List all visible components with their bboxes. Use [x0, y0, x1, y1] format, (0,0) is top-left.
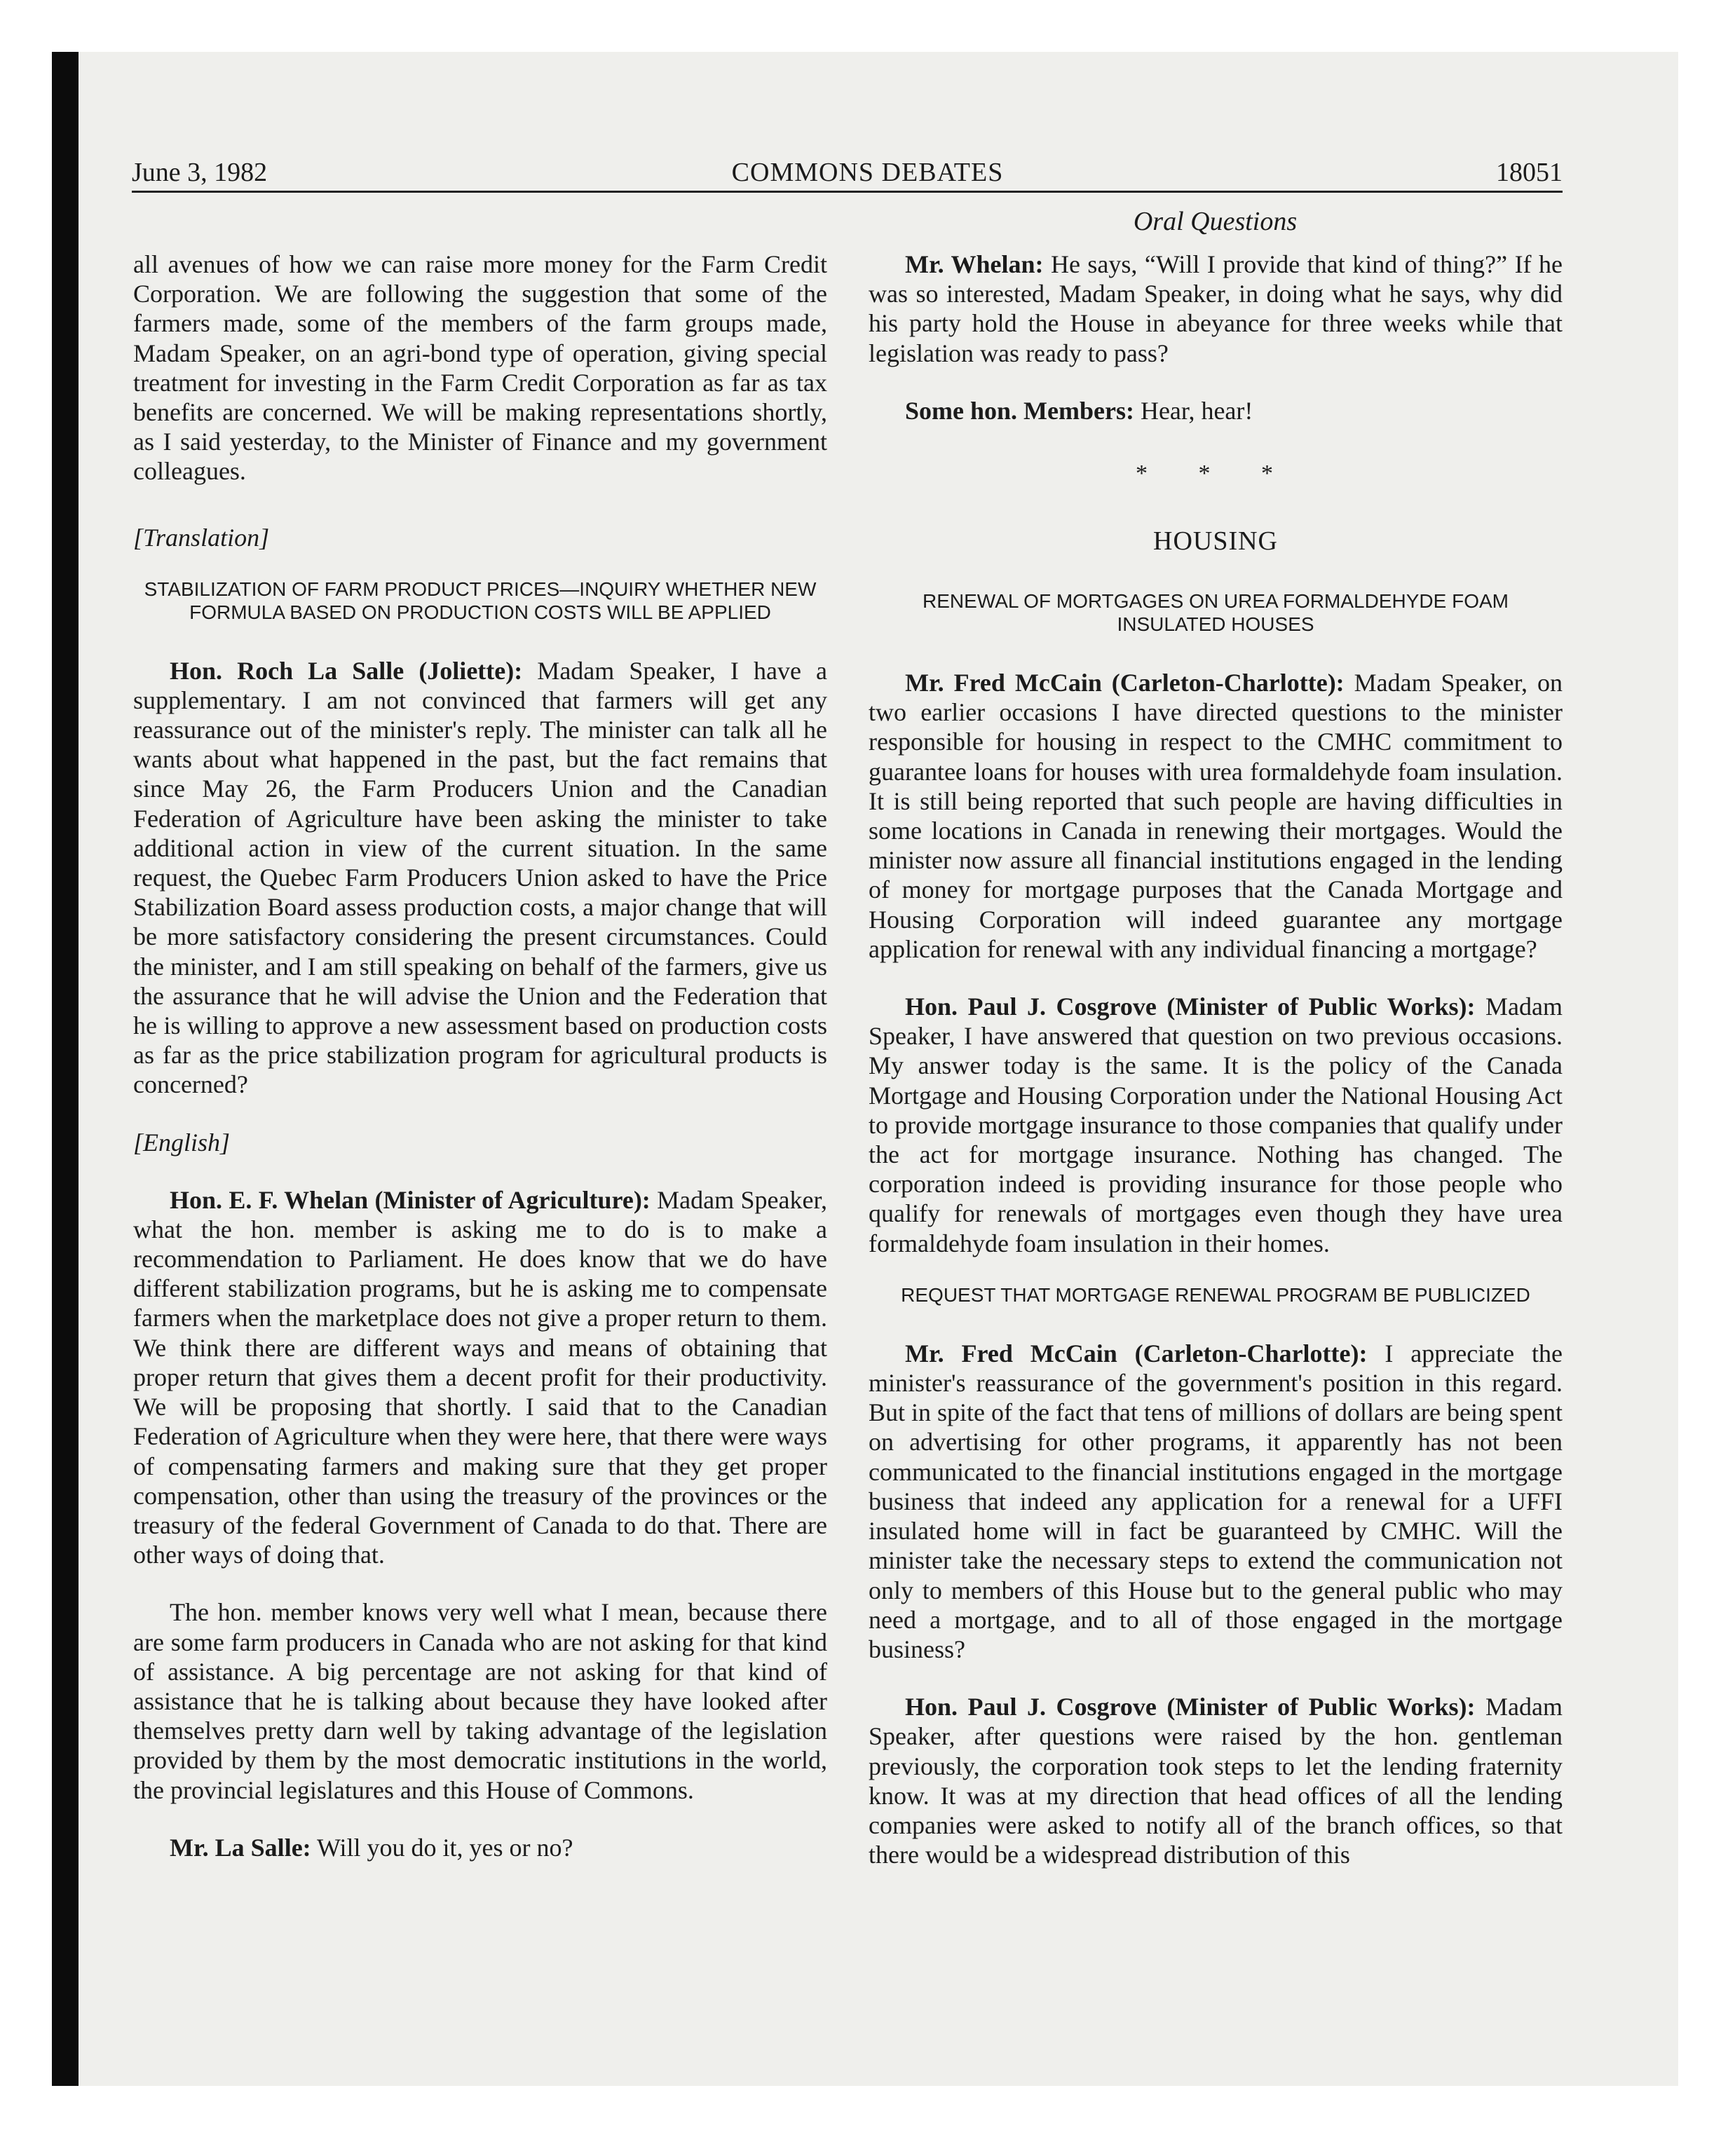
speaker-name: Hon. Paul J. Cosgrove (Minister of Public Works):	[905, 992, 1476, 1021]
speaker-name: Mr. La Salle:	[170, 1833, 311, 1862]
language-marker: [English]	[133, 1128, 231, 1157]
speech-text: Will you do it, yes or no?	[311, 1833, 573, 1862]
header-publication: COMMONS DEBATES	[731, 158, 1004, 187]
header-rule	[132, 191, 1563, 193]
paragraph	[133, 656, 827, 1100]
language-marker: [Translation]	[133, 523, 270, 552]
speech-text: Madam Speaker, what the hon. member is asking me to do is to make a recommendation to Parliament. He does know that we do have different stabilization programs, but he is asking me to compensate farmers when the marketplace does not give a proper return to them. We think there are different ways and means of obtaining that proper return that gives them a decent profit for their productivity. We will be proposing that shortly. I said that to the Canadian Federation of Agriculture when they were here, that there were ways of compensating farmers and making sure that they get proper compensation, other than using the treasury of the provinces or the treasury of the federal Government of Canada to do that. There are other ways of doing that.	[133, 1185, 827, 1569]
subheading: REQUEST THAT MORTGAGE RENEWAL PROGRAM BE PUBLICIZED	[901, 1283, 1530, 1306]
speaker-name: Mr. Whelan:	[905, 250, 1044, 278]
paragraph	[869, 668, 1563, 964]
speech-text: Madam Speaker, I have a supplementary. I am not convinced that farmers will get any reassurance out of the minister's reply. The minister can talk all he wants about what happened in the past, but the fact remains that since May 26, the Farm Producers Union and the Canadian Federation of Agriculture have been asking the minister to take additional action in view of the current situation. In the same request, the Quebec Farm Producers Union asked to have the Price Stabilization Board assess production costs, a major change that will be more satisfactory considering the present circumstances. Could the minister, and I am still speaking on behalf of the farmers, give us the assurance that he will advise the Union and the Federation that he is willing to approve a new assessment based on production costs as far as the price stabilization program for agricultural products is concerned?	[133, 656, 827, 1099]
speech-text: He says, “Will I provide that kind of thing?” If he was so interested, Madam Speaker, in doing what he says, why did his party hold the House in abeyance for three weeks while that legislation was ready to pass?	[869, 250, 1563, 367]
speech-text: Hear, hear!	[1134, 396, 1253, 425]
speaker-name: Hon. Roch La Salle (Joliette):	[170, 656, 523, 685]
paragraph	[869, 250, 1563, 368]
header-date: June 3, 1982	[132, 158, 268, 187]
speaker-name: Hon. E. F. Whelan (Minister of Agriculture):	[170, 1185, 651, 1214]
header-page-number: 18051	[1496, 158, 1563, 187]
right-column	[869, 250, 1563, 1869]
paragraph: all avenues of how we can raise more money for the Farm Credit Corporation. We are following the suggestion that some of the farmers made, some of the members of the farm groups made, Madam Speaker, on an agri-bond type of operation, giving special treatment for investing in the Farm Credit Corporation as far as tax benefits are concerned. We will be making representations shortly, as I said yesterday, to the Minister of Finance and my government colleagues.	[133, 250, 827, 486]
paragraph	[869, 1339, 1563, 1664]
speech-text: Madam Speaker, after questions were raised by the hon. gentleman previously, the corporation took steps to let the lending fraternity know. It was at my direction that head offices of all the lending companies were asked to notify all of the branch offices, so that there would be a widespread distribution of this	[869, 1693, 1563, 1869]
paragraph	[133, 1185, 827, 1570]
left-column	[133, 250, 827, 1862]
running-head: Oral Questions	[1133, 207, 1298, 236]
speaker-name: Some hon. Members:	[905, 396, 1134, 425]
scan-edge-shadow	[52, 52, 79, 2086]
paragraph	[869, 992, 1563, 1258]
subheading: RENEWAL OF MORTGAGES ON UREA FORMALDEHYDE FOAM INSULATED HOUSES	[923, 590, 1509, 636]
paragraph	[133, 1833, 827, 1862]
speech-text: I appreciate the minister's reassurance of the government's position in this regard. But in spite of the fact that tens of millions of dollars are being spent on advertising for other programs, it apparently has not been communicated to the financial institutions engaged in the mortgage business that indeed any application for a renewal for a UFFI insulated home will in fact be guaranteed by CMHC. Will the minister take the necessary steps to extend the communication not only to members of this House but to the general public who may need a mortgage, and to all of those engaged in the mortgage business?	[869, 1339, 1563, 1663]
speaker-name: Hon. Paul J. Cosgrove (Minister of Public Works):	[905, 1693, 1476, 1721]
speech-text: Madam Speaker, on two earlier occasions I have directed questions to the minister responsible for housing in respect to the CMHC commitment to guarantee loans for houses with urea formaldehyde foam insulation. It is still being reported that such people are having difficulties in some locations in Canada in renewing their mortgages. Would the minister now assure all financial institutions engaged in the lending of money for mortgage purposes that the Canada Mortgage and Housing Corporation will indeed guarantee any mortgage application for renewal with any individual financing a mortgage?	[869, 669, 1563, 963]
paragraph: The hon. member knows very well what I mean, because there are some farm producers in Canada who are not asking for that kind of assistance. A big percentage are not asking for that kind of assistance that he is talking about because they have looked after themselves pretty darn well by taking advantage of the legislation provided by them by the most democratic institutions in the world, the provincial legislatures and this House of Commons.	[133, 1598, 827, 1804]
paragraph	[869, 396, 1563, 425]
section-separator: * * *	[1136, 460, 1295, 487]
speaker-name: Mr. Fred McCain (Carleton-Charlotte):	[905, 669, 1345, 697]
subheading: STABILIZATION OF FARM PRODUCT PRICES—INQUIRY WHETHER NEW FORMULA BASED ON PRODUCTION COSTS WILL BE APPLIED	[144, 578, 817, 623]
paragraph	[869, 1692, 1563, 1869]
section-title: HOUSING	[1153, 526, 1278, 557]
speech-text: Madam Speaker, I have answered that question on two previous occasions. My answer today is the same. It is the policy of the Canada Mortgage and Housing Corporation under the National Housing Act to provide mortgage insurance to those companies that qualify under the act for mortgage insurance. Nothing has changed. The corporation indeed is providing insurance for those people who qualify for renewals of mortgages even though they have urea formaldehyde foam insulation in their homes.	[869, 992, 1563, 1257]
speaker-name: Mr. Fred McCain (Carleton-Charlotte):	[905, 1339, 1368, 1367]
